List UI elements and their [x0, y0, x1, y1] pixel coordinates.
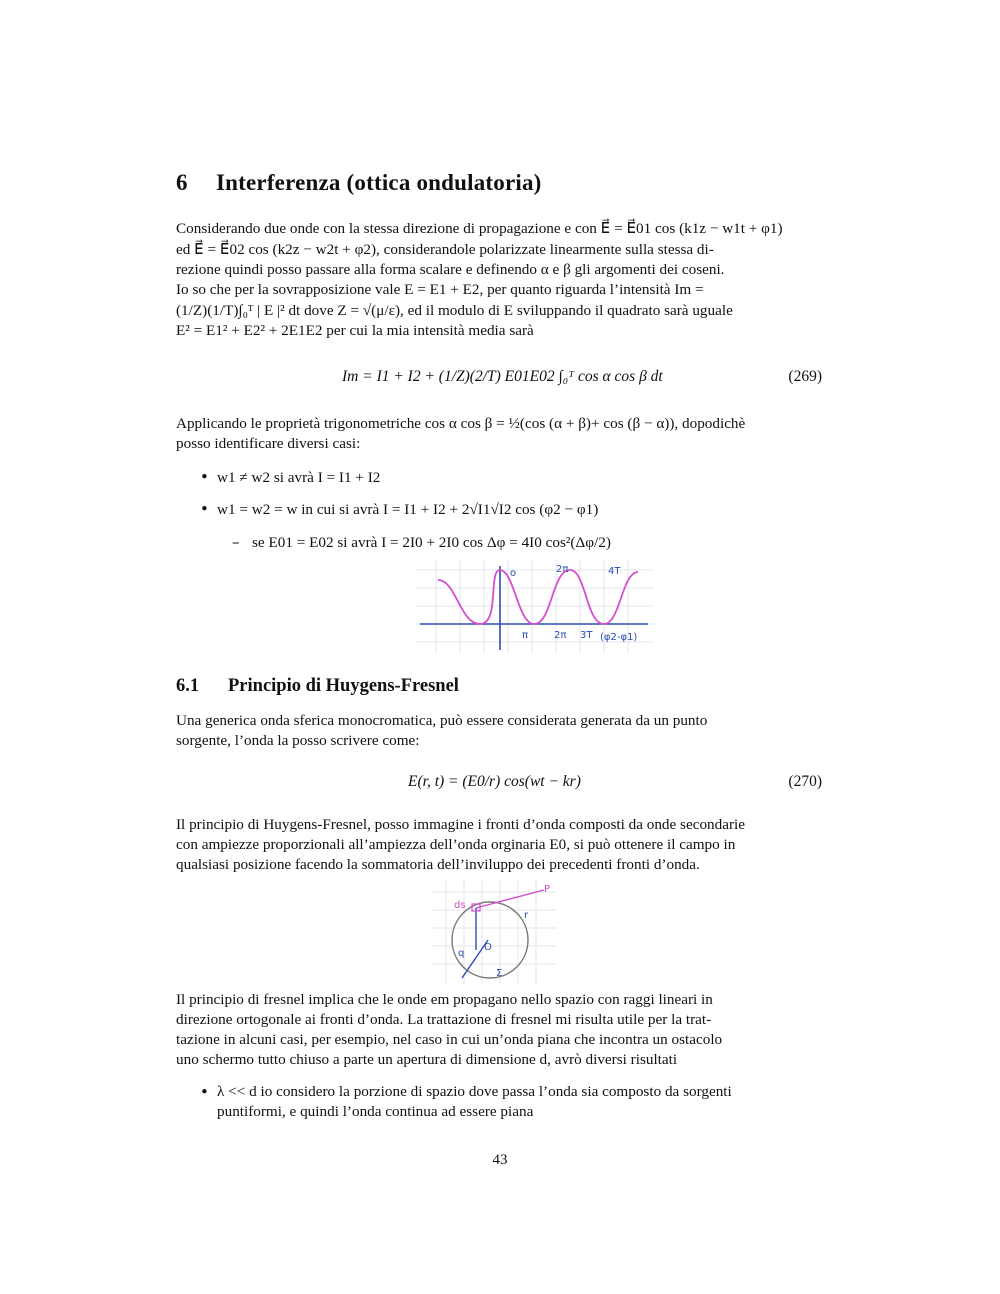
intensity-curve [438, 570, 638, 624]
sketch2-label-r: r [524, 910, 529, 921]
after269-line-2: posso identificare diversi casi: [176, 435, 361, 452]
bullet-icon: • [200, 1083, 209, 1101]
sub-intro-line-2: sorgente, l’onda la posso scrivere come: [176, 732, 420, 749]
section-heading [176, 170, 542, 196]
sketch1-bottom-label: π [522, 630, 529, 641]
intro-line-4: Io so che per la sovrapposizione vale E = E1 + E2, per quanto riguarda l’intensità Im = [176, 281, 704, 298]
huygens-sketch [432, 880, 556, 984]
dash-icon: – [232, 533, 240, 551]
sub-intro-line-1: Una generica onda sferica monocromatica, può essere considerata generata da un punto [176, 712, 708, 729]
subcase-item: se E01 = E02 si avrà I = 2I0 + 2I0 cos Δφ = 4I0 cos²(Δφ/2) [252, 534, 611, 551]
sketch1-top-label: o [510, 568, 517, 579]
subsection-number: 6.1 [176, 676, 200, 696]
sketch2-label-ds: ds [454, 900, 466, 911]
sketch1-bottom-label: 3T [580, 630, 593, 641]
interference-sketch [416, 560, 654, 652]
huygens-line-2: con ampiezze proporzionali all’ampiezza dell’onda orginaria E0, si può ottenere il campo in [176, 836, 736, 853]
after269-line-1: Applicando le proprietà trigonometriche cos α cos β = ½(cos (α + β)+ cos (β − α)), dopodichè [176, 415, 746, 432]
intro-line-5: (1/Z)(1/T)∫₀ᵀ | E |² dt dove Z = √(μ/ε), ed il modulo di E sviluppando il quadrato sarà uguale [176, 302, 733, 319]
fresnel-line-3: tazione in alcuni casi, per esempio, nel caso in cui un’onda piana che incontra un ostacolo [176, 1031, 723, 1048]
case-item-2: w1 = w2 = w in cui si avrà I = I1 + I2 + 2√I1√I2 cos (φ2 − φ1) [217, 501, 599, 518]
last-item-line-2: puntiformi, e quindi l’onda continua ad essere piana [217, 1103, 534, 1120]
fresnel-line-2: direzione ortogonale ai fronti d’onda. La trattazione di fresnel mi risulta utile per la trat- [176, 1011, 712, 1028]
intro-line-2: ed E⃗ = E⃗02 cos (k2z − w2t + φ2), considerandole polarizzate linearmente sulla stessa di- [176, 241, 714, 258]
fresnel-line-1: Il principio di fresnel implica che le onde em propagano nello spazio con raggi lineari in [176, 991, 713, 1008]
sketch1-top-label: 4T [608, 566, 621, 577]
sketch1-bottom-label: (φ2-φ1) [600, 632, 638, 643]
sketch2-label-p: P [544, 884, 551, 895]
intro-line-1: Considerando due onde con la stessa direzione di propagazione e con E⃗ = E⃗01 cos (k1z − w1t + φ1) [176, 220, 783, 237]
subsection-title: Principio di Huygens-Fresnel [228, 676, 459, 696]
huygens-line-1: Il principio di Huygens-Fresnel, posso immagine i fronti d’onda composti da onde secondarie [176, 816, 745, 833]
bullet-icon: • [200, 468, 209, 486]
huygens-line-3: qualsiasi posizione facendo la sommatoria dell’inviluppo dei precedenti fronti d’onda. [176, 856, 700, 873]
wavefront-circle [452, 902, 528, 978]
last-item-line-1: λ << d io considero la porzione di spazio dove passa l’onda sia composto da sorgenti [217, 1083, 732, 1100]
sketch2-label-sigma: Σ [496, 968, 503, 979]
ray-to-p [476, 890, 544, 908]
sketch1-bottom-label: 2π [554, 630, 567, 641]
intro-line-3: rezione quindi posso passare alla forma scalare e definendo α e β gli argomenti dei coseni. [176, 261, 725, 278]
equation-number-270: (270) [788, 773, 822, 790]
intro-line-6: E² = E1² + E2² + 2E1E2 per cui la mia intensità media sarà [176, 322, 534, 339]
equation-number-269: (269) [788, 368, 822, 385]
equation-270: E(r, t) = (E0/r) cos(wt − kr) [408, 773, 581, 790]
page-number: 43 [492, 1152, 508, 1168]
section-number: 6 [176, 170, 188, 195]
sketch2-label-o: O [484, 942, 492, 953]
bullet-icon: • [200, 500, 209, 518]
case-item-1: w1 ≠ w2 si avrà I = I1 + I2 [217, 469, 381, 486]
equation-269: Im = I1 + I2 + (1/Z)(2/T) E01E02 ∫₀ᵀ cos α cos β dt [342, 368, 663, 385]
sketch2-label-q: q [458, 948, 465, 959]
section-title: Interferenza (ottica ondulatoria) [216, 170, 542, 195]
fresnel-line-4: uno schermo tutto chiuso a parte un apertura di dimensione d, avrò diversi risultati [176, 1051, 678, 1068]
sketch1-top-label: 2π [556, 564, 569, 575]
subsection-heading [176, 676, 459, 697]
